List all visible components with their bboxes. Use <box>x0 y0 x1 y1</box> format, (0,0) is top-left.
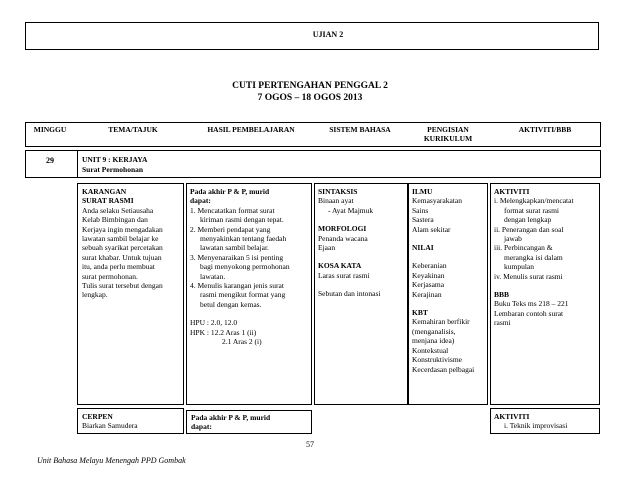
week-divider <box>77 150 78 178</box>
aktiviti-title: AKTIVITI <box>494 187 530 196</box>
exam-label: UJIAN 2 <box>312 30 344 39</box>
nilai-item: Kerjasama <box>412 280 445 290</box>
hpk-text: 2.1 Aras 2 (i) <box>222 337 262 347</box>
hasil-item: lawatan. <box>200 271 226 281</box>
sebutan-item: Sebutan dan intonasi <box>318 289 381 299</box>
hasil-item: bagi menyokong permohonan <box>200 262 290 272</box>
tema-line: surat khabar. Untuk tujuan <box>82 252 162 262</box>
unit-subtitle: Surat Permohonan <box>82 165 144 174</box>
kbt-item: Konstruktivisme <box>412 355 462 365</box>
hasil-intro: Pada akhir P & P, murid <box>190 187 270 196</box>
aktiviti-cell-2 <box>490 408 600 434</box>
aktiviti-item: format surat rasmi <box>504 205 559 215</box>
ilmu-item: Sains <box>412 205 429 215</box>
week-number: 29 <box>46 156 54 165</box>
hpu-text: HPU : 2.0, 12.0 <box>190 318 238 328</box>
sintaksis-title: SINTAKSIS <box>318 187 358 196</box>
ilmu-item: Sastera <box>412 215 434 225</box>
exam-banner <box>25 22 599 50</box>
aktiviti-title: AKTIVITI <box>494 412 530 421</box>
nilai-item: Keberanian <box>412 261 447 271</box>
aktiviti-item: iv. Menulis surat rasmi <box>494 271 563 281</box>
tema-title-cerpen: CERPEN <box>82 412 113 421</box>
footer-text: Unit Bahasa Melayu Menengah PPD Gombak <box>37 456 186 465</box>
bbb-item: Buku Teks ms 218 – 221 <box>494 299 569 309</box>
tema-line: Kelab Bimbingan dan <box>82 215 148 225</box>
nilai-item: Kerajinan <box>412 289 442 299</box>
aktiviti-item: ii. Penerangan dan soal <box>494 224 564 234</box>
bbb-item: Lembaran contoh surat <box>494 308 564 318</box>
hasil-item: 3. Menyenaraikan 5 isi penting <box>190 252 284 262</box>
morfologi-item: Ejaan <box>318 243 336 253</box>
hpk-text: HPK : 12.2 Aras 1 (ii) <box>190 327 257 337</box>
kbt-item: Kecerdasan pelbagai <box>412 364 475 374</box>
hasil-item: 1. Mencatatkan format surat <box>190 205 275 215</box>
hasil-item: 2. Memberi pendapat yang <box>190 224 271 234</box>
aktiviti-item: i. Melengkapkan/mencatat <box>494 196 574 206</box>
tema-cell-2 <box>77 408 184 434</box>
nilai-title: NILAI <box>412 243 434 253</box>
header-pengisian: PENGISIAN KURIKULUM <box>423 125 473 144</box>
tema-line: Anda selaku Setiausaha <box>82 205 154 215</box>
ilmu-item: Alam sekitar <box>412 224 451 234</box>
tema-title-karangan: KARANGAN <box>82 187 127 196</box>
kbt-item: (menganalisis, <box>412 326 456 336</box>
tema-title-surat: SURAT RASMI <box>82 196 134 206</box>
tema-line: itu, anda perlu membuat <box>82 262 155 272</box>
aktiviti-item: kumpulan <box>504 262 534 272</box>
header-tema: TEMA/TAJUK <box>108 125 158 134</box>
tema-line: sebuah syarikat percetakan <box>82 243 163 253</box>
tema-line: Kerjaya ingin mengadakan <box>82 224 163 234</box>
unit-title: UNIT 9 : KERJAYA <box>82 155 148 164</box>
hasil-item: betul dengan kemas. <box>200 299 262 309</box>
kbt-title: KBT <box>412 308 428 318</box>
aktiviti-item: jawab <box>504 234 522 244</box>
holiday-dates: 7 OGOS – 18 OGOS 2013 <box>257 93 363 103</box>
aktiviti-item: merangka isi dalam <box>504 252 563 262</box>
aktiviti-item: dengan lengkap <box>504 215 552 225</box>
tema-line: surat permohonan. <box>82 271 138 281</box>
kosa-kata-item: Laras surat rasmi <box>318 270 370 280</box>
kbt-item: Kemahiran berfikir <box>412 317 470 327</box>
tema-line: lawatan sambil belajar ke <box>82 234 159 244</box>
tema-line: lengkap. <box>82 290 108 300</box>
tema-sub-cerpen: Biarkan Samudera <box>82 421 138 431</box>
header-hasil: HASIL PEMBELAJARAN <box>207 125 295 134</box>
header-aktiviti: AKTIVITI/BBB <box>518 125 572 134</box>
kosa-kata-title: KOSA KATA <box>318 261 362 271</box>
hasil-item: 4. Menulis karangan jenis surat <box>190 281 284 291</box>
aktiviti-cell-1 <box>490 183 600 405</box>
sistem-cell-1 <box>314 183 408 405</box>
nilai-item: Keyakinan <box>412 270 445 280</box>
pengisian-cell-1 <box>408 183 488 405</box>
sintaksis-item: - Ayat Majmuk <box>328 205 374 215</box>
header-minggu: MINGGU <box>33 125 67 134</box>
page-number: 57 <box>306 440 314 449</box>
hasil-item: lawatan sambil belajar. <box>200 243 269 253</box>
aktiviti-item: iii. Perbincangan & <box>494 243 553 253</box>
ilmu-title: ILMU <box>412 187 433 196</box>
morfologi-title: MORFOLOGI <box>318 224 367 234</box>
bbb-item: rasmi <box>494 318 511 328</box>
header-sistem: SISTEM BAHASA <box>329 125 391 134</box>
morfologi-item: Penanda wacana <box>318 233 368 243</box>
hasil-cell-2 <box>186 410 312 434</box>
ilmu-item: Kemasyarakatan <box>412 196 462 206</box>
kbt-item: menjana idea) <box>412 336 455 346</box>
aktiviti-item: i. Teknik improvisasi <box>504 421 568 431</box>
hasil-cell-1 <box>186 183 312 405</box>
tema-line: Tulis surat tersebut dengan <box>82 281 163 291</box>
holiday-title: CUTI PERTENGAHAN PENGGAL 2 <box>232 81 388 91</box>
hasil-intro: Pada akhir P & P, murid <box>191 413 271 422</box>
hasil-item: menyakinkan tentang faedah <box>200 234 287 244</box>
hasil-intro: dapat: <box>191 422 212 432</box>
tema-cell-1 <box>77 183 184 405</box>
kbt-item: Kontekstual <box>412 345 449 355</box>
sintaksis-item: Binaan ayat <box>318 196 354 206</box>
hasil-item: kiriman rasmi dengan tepat. <box>200 215 284 225</box>
hasil-intro: dapat: <box>190 196 211 206</box>
bbb-title: BBB <box>494 290 510 300</box>
hasil-item: rasmi mengikut format yang <box>200 290 286 300</box>
